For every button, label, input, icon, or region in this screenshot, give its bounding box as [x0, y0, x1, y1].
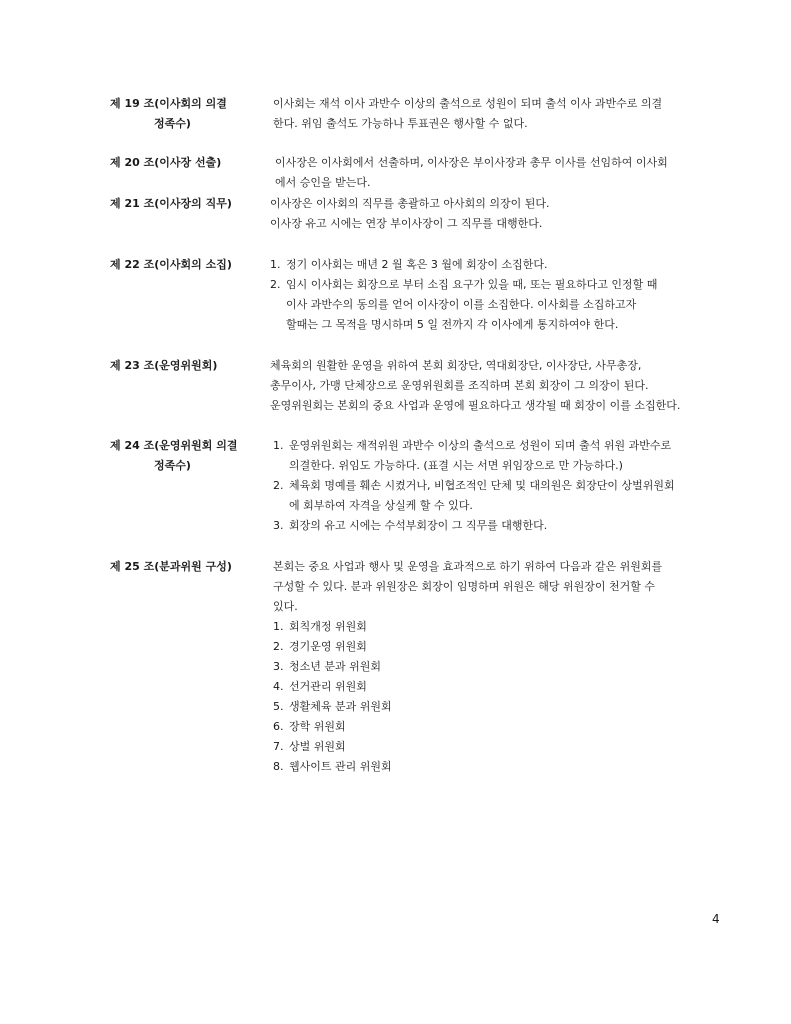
article-text-line: 에서 승인을 받는다.	[275, 176, 371, 189]
article-heading-line: 제 19 조(이사회의 의결	[110, 97, 227, 110]
article-heading	[110, 94, 270, 134]
list-item	[273, 717, 743, 737]
article-text-line: 체육회의 원활한 운영을 위하여 본회 회장단, 역대회장단, 이사장단, 사무총장,	[270, 359, 642, 372]
list-number: 4.	[273, 680, 284, 693]
list-item	[273, 476, 743, 496]
list-item-text: 에 회부하여 자격을 상실케 할 수 있다.	[289, 499, 473, 512]
article-heading-line: 제 21 조(이사장의 직무)	[110, 197, 232, 210]
article-heading	[110, 194, 270, 214]
list-item-text: 웹사이트 관리 위원회	[289, 760, 392, 773]
list-item-text: 정기 이사회는 매년 2 월 혹은 3 월에 회장이 소집한다.	[286, 258, 548, 271]
list-item-text: 장학 위원회	[289, 720, 346, 733]
list-item-text: 체육회 명예를 훼손 시켰거나, 비협조적인 단체 및 대의원은 회장단이 상벌위원회	[289, 479, 675, 492]
list-number: 2.	[270, 278, 281, 291]
list-item-text: 의결한다. 위임도 가능하다. (표결 시는 서면 위임장으로 만 가능하다.)	[289, 459, 623, 472]
list-number: 8.	[273, 760, 284, 773]
list-item	[270, 275, 740, 295]
article-body	[270, 356, 740, 416]
list-item-text: 할때는 그 목적을 명시하며 5 일 전까지 각 이사에게 통지하여야 한다.	[286, 318, 619, 331]
list-item	[273, 436, 743, 456]
article-heading	[110, 356, 270, 376]
article-heading-line: 제 20 조(이사장 선출)	[110, 156, 222, 169]
article-body	[275, 153, 745, 193]
list-item-text: 임시 이사회는 회장으로 부터 소집 요구가 있을 때, 또는 필요하다고 인정할 때	[286, 278, 658, 291]
article-body	[273, 557, 743, 777]
article-heading-line: 제 24 조(운영위원회 의결	[110, 439, 238, 452]
list-item	[273, 516, 743, 536]
article-heading	[110, 557, 270, 577]
list-number: 3.	[273, 660, 284, 673]
article-list	[273, 436, 743, 536]
list-item	[273, 757, 743, 777]
page-number: 4	[712, 912, 720, 926]
list-number: 1.	[273, 439, 284, 452]
article-text-line: 이사장은 이사회의 직무를 총괄하고 아사회의 의장이 된다.	[270, 197, 550, 210]
list-item	[273, 737, 743, 757]
article-heading-line: 정족수)	[154, 459, 191, 472]
list-item-text: 생활체육 분과 위원회	[289, 700, 392, 713]
list-number: 1.	[270, 258, 281, 271]
list-item-text: 회장의 유고 시에는 수석부회장이 그 직무를 대행한다.	[289, 519, 548, 532]
article-text-line: 이사회는 재석 이사 과반수 이상의 출석으로 성원이 되며 출석 이사 과반수로 의결	[273, 97, 663, 110]
article-text-line: 이사장 유고 시에는 연장 부이사장이 그 직무를 대행한다.	[270, 217, 543, 230]
article-text-line: 운영위원회는 본회의 중요 사업과 운영에 필요하다고 생각될 때 회장이 이를 소집한다.	[270, 399, 681, 412]
list-item-text: 선거관리 위원회	[289, 680, 367, 693]
article-heading-line: 제 23 조(운영위원회)	[110, 359, 218, 372]
list-item	[270, 255, 740, 275]
list-item	[273, 657, 743, 677]
list-item	[273, 617, 743, 637]
article-heading	[110, 436, 270, 476]
list-number: 5.	[273, 700, 284, 713]
list-item	[273, 677, 743, 697]
list-number: 7.	[273, 740, 284, 753]
article-text-line: 총무이사, 가맹 단체장으로 운영위원회를 조직하며 본회 회장이 그 의장이 된다.	[270, 379, 649, 392]
list-number: 1.	[273, 620, 284, 633]
list-item-text: 회칙개정 위원회	[289, 620, 367, 633]
article-text-line: 구성할 수 있다. 분과 위원장은 회장이 임명하며 위원은 해당 위원장이 천거할 수	[273, 580, 655, 593]
article-heading	[110, 255, 270, 275]
list-item-text: 경기운영 위원회	[289, 640, 367, 653]
list-item-text: 청소년 분과 위원회	[289, 660, 382, 673]
article-heading	[110, 153, 270, 173]
article-text-line: 본회는 중요 사업과 행사 및 운영을 효과적으로 하기 위하여 다음과 같은 위원회를	[273, 560, 663, 573]
list-item	[273, 637, 743, 657]
list-item	[273, 697, 743, 717]
list-number: 2.	[273, 479, 284, 492]
list-item-text: 상벌 위원회	[289, 740, 346, 753]
article-list	[270, 255, 740, 335]
article-body	[273, 94, 743, 134]
article-text-line: 한다. 위임 출석도 가능하나 투표권은 행사할 수 없다.	[273, 117, 528, 130]
article-heading-line: 정족수)	[154, 117, 191, 130]
list-number: 2.	[273, 640, 284, 653]
committee-list	[273, 617, 743, 777]
article-text-line: 있다.	[273, 600, 298, 613]
list-item-text: 운영위원회는 재적위원 과반수 이상의 출석으로 성원이 되며 출석 위원 과반수로	[289, 439, 672, 452]
list-item-text: 이사 과반수의 동의를 얻어 이사장이 이를 소집한다. 이사회를 소집하고자	[286, 298, 637, 311]
article-body	[270, 194, 740, 234]
article-heading-line: 제 22 조(이사회의 소집)	[110, 258, 232, 271]
list-number: 6.	[273, 720, 284, 733]
article-text-line: 이사장은 이사회에서 선출하며, 이사장은 부이사장과 총무 이사를 선임하여 이사회	[275, 156, 668, 169]
list-number: 3.	[273, 519, 284, 532]
article-heading-line: 제 25 조(분과위원 구성)	[110, 560, 232, 573]
